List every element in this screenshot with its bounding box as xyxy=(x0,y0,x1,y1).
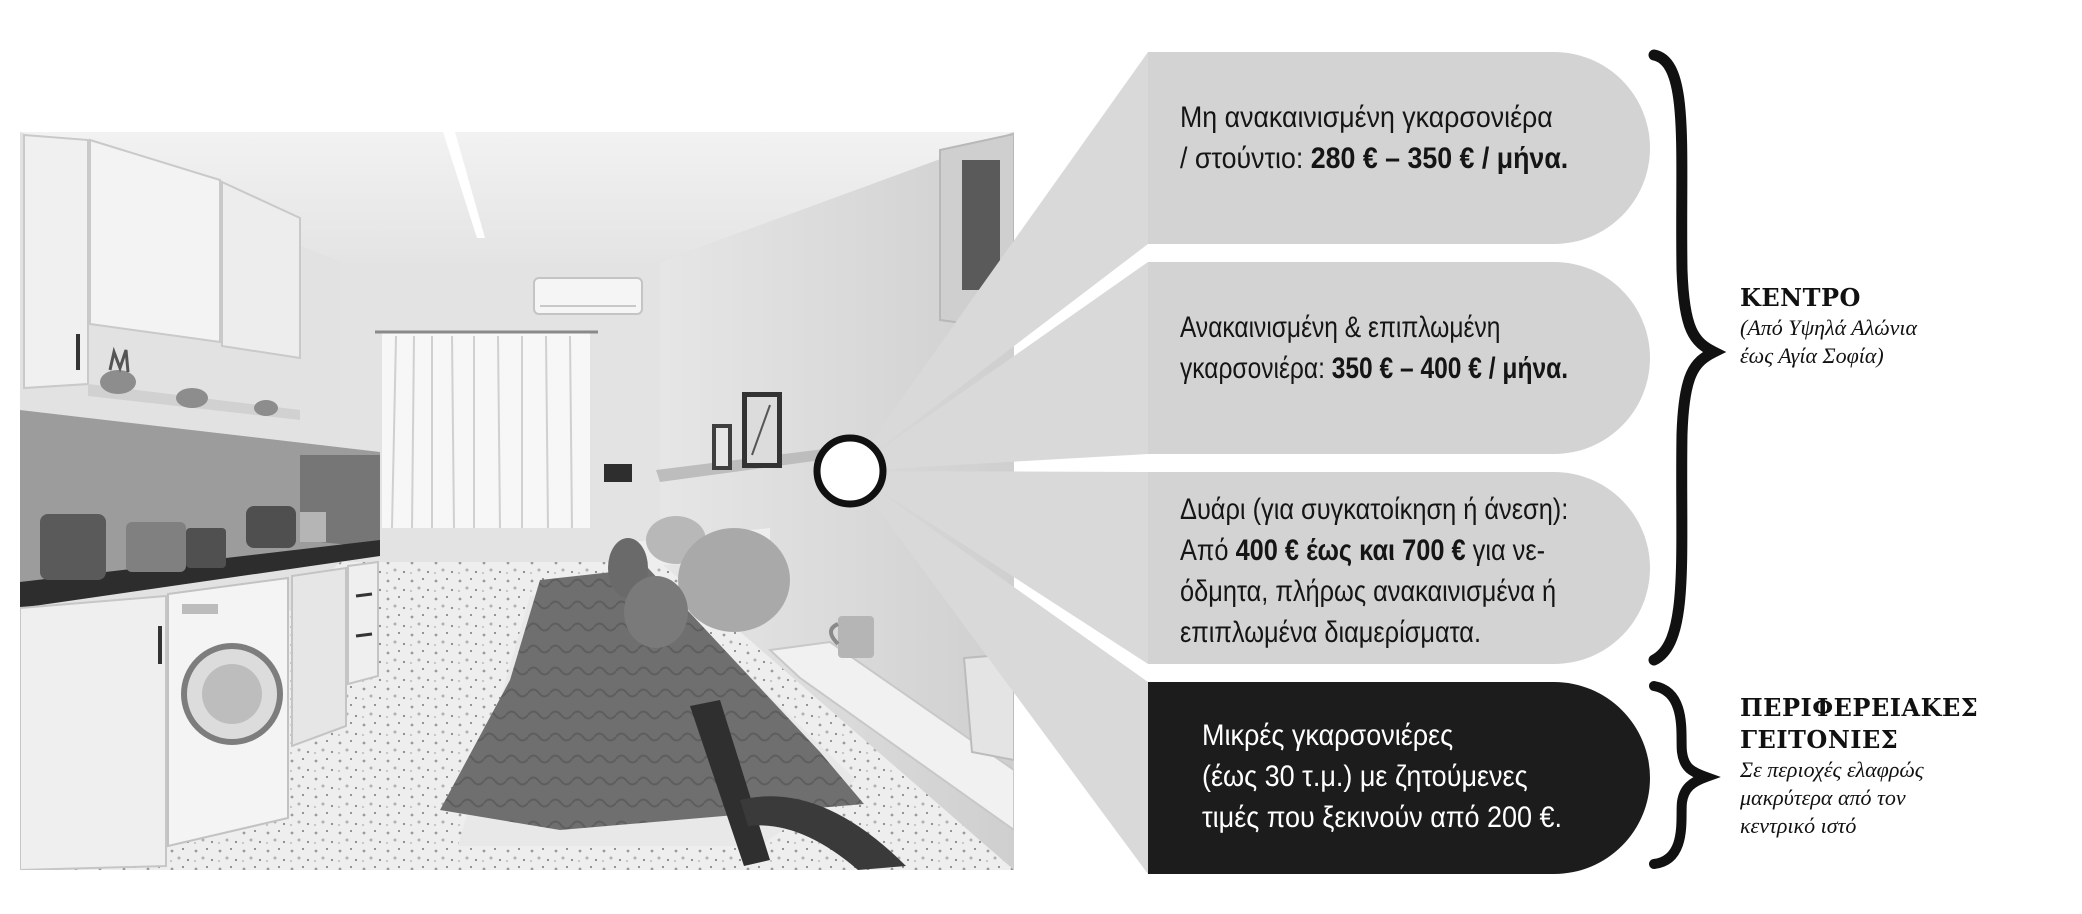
group-title-line: ΓΕΙΤΟΝΙΕΣ xyxy=(1740,725,1899,754)
group-title-line: ΚΕΝΤΡΟ xyxy=(1740,283,1861,312)
group-subtitle-line: έως Αγία Σοφία) xyxy=(1740,343,1884,368)
brace-center xyxy=(1654,55,1714,660)
group-subtitle-line: μακρύτερα από τον xyxy=(1740,785,1906,810)
price-highlight: 350 € – 400 € / μήνα. xyxy=(1331,352,1569,385)
text-run: γκαρσονιέρα: xyxy=(1180,352,1332,385)
price-box-1-line xyxy=(1180,97,1568,138)
location-marker xyxy=(817,438,883,504)
price-box-3-line xyxy=(1180,612,1568,653)
group-subtitle-line: Σε περιοχές ελαφρώς xyxy=(1740,757,1924,782)
group-subtitle-line: κεντρικό ιστό xyxy=(1740,813,1857,838)
price-box-2-line xyxy=(1180,348,1568,389)
brace-periphery xyxy=(1654,686,1706,864)
text-run: Μικρές γκαρσονιέρες xyxy=(1202,719,1454,752)
group-periphery-label xyxy=(1740,692,1978,840)
text-run: (έως 30 τ.μ.) με ζητούμενες xyxy=(1202,760,1528,793)
price-box-3-text xyxy=(1180,489,1568,653)
price-box-1-line xyxy=(1180,138,1568,179)
price-highlight: 400 € έως και 700 € xyxy=(1235,534,1466,567)
price-box-4-line xyxy=(1202,715,1562,756)
price-box-1-text xyxy=(1180,97,1568,179)
text-run: / στούντιο: xyxy=(1180,142,1311,175)
price-box-3-line xyxy=(1180,530,1568,571)
text-run: όδμητα, πλήρως ανακαινισμένα ή xyxy=(1180,575,1557,608)
price-box-3-line xyxy=(1180,489,1568,530)
text-run: Δυάρι (για συγκατοίκηση ή άνεση): xyxy=(1180,493,1569,526)
price-box-2-text xyxy=(1180,307,1568,389)
group-title-line: ΠΕΡΙΦΕΡΕΙΑΚΕΣ xyxy=(1740,693,1979,722)
price-highlight: 280 € – 350 € / μήνα. xyxy=(1310,142,1569,175)
text-run: τιμές που ξεκινούν από 200 €. xyxy=(1202,801,1563,834)
text-run: για νε- xyxy=(1465,534,1546,567)
text-run: Μη ανακαινισμένη γκαρσονιέρα xyxy=(1180,101,1553,134)
price-box-3-line xyxy=(1180,571,1568,612)
price-box-4-line xyxy=(1202,756,1562,797)
price-box-4-line xyxy=(1202,797,1562,838)
text-run: Από xyxy=(1180,534,1236,567)
text-run: Ανακαινισμένη & επιπλωμένη xyxy=(1180,311,1501,344)
group-center-label xyxy=(1740,282,1917,370)
price-box-2-line xyxy=(1180,307,1568,348)
group-subtitle-line: (Από Υψηλά Αλώνια xyxy=(1740,315,1918,340)
text-run: επιπλωμένα διαμερίσματα. xyxy=(1180,616,1482,649)
price-box-4-text xyxy=(1202,715,1562,838)
